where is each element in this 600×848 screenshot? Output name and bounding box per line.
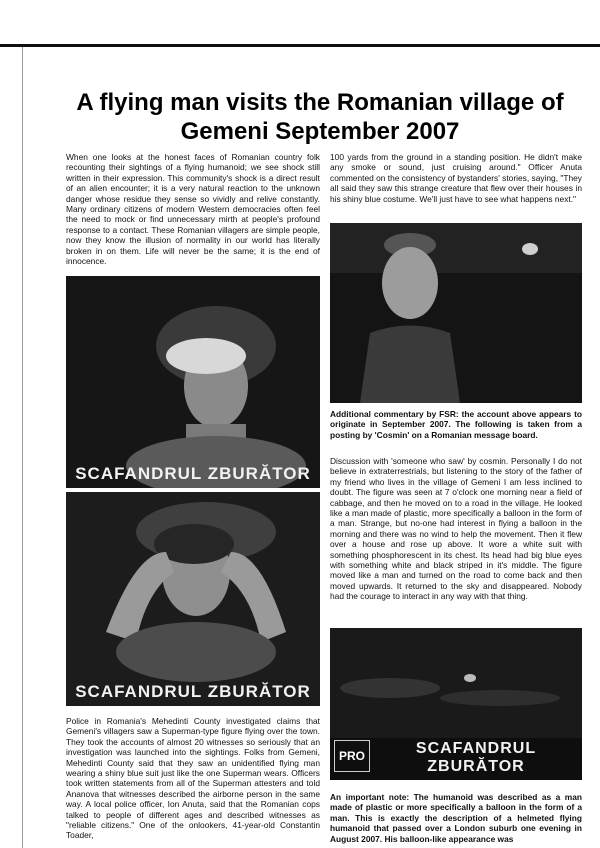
photo-caption-2: SCAFANDRUL ZBURĂTOR [75, 682, 311, 701]
photo-woman-hands-head-graphic [66, 492, 320, 706]
photo-woman-shocked [66, 276, 320, 488]
photo-caption-3: SCAFANDRUL ZBURĂTOR [415, 740, 537, 775]
right-middle-text [330, 456, 582, 602]
cosmin-paragraph: Discussion with 'someone who saw' by cosmin. Personally I do not believe in extraterrestrials, but listening to the story of the father of my friend who lives in the village of Gemeni I am less inclined to doubt. The figure was seen at 7 o'clock one morning near a field of cabbage, and then he moved on to a road in the village. He looked like a man made of plastic, more specifically a balloon in the form of a man. Strange, but no-one had interest in flying a balloon in the morning and there was no wind to help the movement. Then it flew over a house and rose up above. It wore a white suit with something phosphorescent in its chest. Its head had big blue eyes with something white and black striped in it's middle. The figure moved like a man and turned on the road to come back and then moved upwards. It returned to the sky and disappeared. Nobody had the courage to interact in any way with that thing. [330, 456, 582, 602]
important-note-text: An important note: The humanoid was described as a man made of plastic or more specifically a balloon in the form of a man. This is exactly the description of a helmeted flying humanoid that passed over a London suburb one evening in August 2007. His balloon-like appearance was [330, 792, 582, 844]
photo-night-sky [330, 628, 582, 780]
right-top-text [330, 152, 582, 204]
photo-woman-hands-head [66, 492, 320, 706]
tv-channel-logo: PRO [334, 740, 370, 772]
fsr-commentary [330, 409, 582, 440]
photo-woman-shocked-graphic [66, 276, 320, 488]
important-note [330, 792, 582, 844]
police-paragraph: Police in Romania's Mehedinti County investigated claims that Gemeni's villagers saw a Superman-type figure flying over the town. They took the accounts of almost 20 witnesses so seriously that an investigation was launched into the sightings. Folks from Gemeni, Mehedinti County said that they saw an unidentified flying man wearing a shiny blue suit just like the one Superman wears. Officers took written statements from all of the Superman attesters and told Ananova that witnesses described the airborne person in the same way. A local police officer, Ion Anuta, said that the Romanian cops talked to people of different ages and described witnesses as "reliable citizens." One of the onlookers, 41-year-old Constantin Toader, [66, 716, 320, 841]
intro-paragraph: When one looks at the honest faces of Romanian country folk recounting their sightings of a flying humanoid; we see shock still written in their expression. This community's shock is a direct result of an alien encounter; it is a very natural reaction to the unknown danger whose residue they sense so vividly and relive constantly. Many ordinary citizens of modern Western democracies often feel the need to mock or find unnecessary mirth at people's profound response to a contact. These Romanian villagers are simple people, now they know the illusion of normality in our world has literally broken in on them. Life will never be the same; it is the end of innocence. [66, 152, 320, 267]
photo-man-witness [330, 223, 582, 403]
top-rule [0, 44, 600, 47]
article-title: A flying man visits the Romanian village of Gemeni September 2007 [76, 89, 564, 145]
left-intro-text [66, 152, 320, 266]
witness-quote-paragraph: 100 yards from the ground in a standing position. He didn't make any smoke or sound, just cruising around." Officer Anuta commented on the consistency of bystanders' stories, saying, "They all said they saw this strange creature that flew over their houses in his shiny blue costume. We'll just have to see what happens next." [330, 152, 582, 204]
left-margin-line [22, 47, 23, 848]
photo-caption-1: SCAFANDRUL ZBURĂTOR [75, 464, 311, 483]
left-bottom-text [66, 716, 320, 841]
photo-man-witness-graphic [330, 223, 582, 403]
fsr-commentary-text: Additional commentary by FSR: the account above appears to originate in September 2007. The following is taken from a posting by 'Cosmin' on a Romanian message board. [330, 409, 582, 440]
